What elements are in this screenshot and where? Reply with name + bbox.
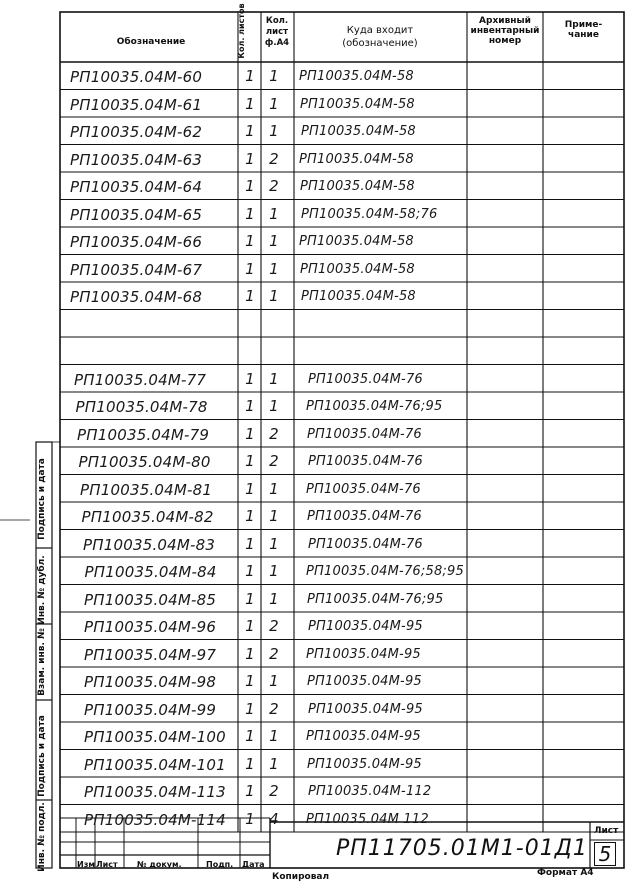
row-sheets-a4: 1 [269, 507, 279, 525]
row-sheets: 1 [245, 287, 255, 305]
row-where-used: РП10035.04М 112 [306, 811, 429, 827]
row-sheets: 1 [245, 534, 255, 553]
row-designation: РП10035.04М-67 [70, 260, 203, 279]
row-where-used: РП10035.04М-58 [300, 261, 415, 277]
row-sheets-a4: 1 [269, 67, 279, 85]
row-sheets: 1 [245, 782, 255, 800]
row-sheets-a4: 1 [269, 369, 279, 388]
row-where-used: РП10035.04М-95 [308, 619, 423, 634]
row-where-used: РП10035.04М-76 [308, 454, 423, 469]
row-where-used: РП10035.04М-95 [306, 729, 421, 744]
row-designation: РП10035.04М-78 [75, 398, 208, 416]
row-sheets: 1 [245, 424, 255, 443]
row-sheets-a4: 2 [269, 699, 279, 718]
row-sheets-a4: 4 [269, 809, 279, 828]
header-archive-line2: инвентарный [470, 26, 540, 36]
tb-list: Лист [96, 860, 118, 869]
row-sheets-a4: 2 [269, 782, 279, 800]
row-where-used: РП10035.04М-58 [300, 179, 415, 194]
row-where-used: РП10035.04М-112 [308, 784, 432, 799]
row-sheets-a4: 1 [269, 727, 279, 745]
row-where-used: РП10035.04М-76;58;95 [306, 564, 464, 579]
row-where-used: РП10035.04М-76 [307, 509, 422, 524]
header-designation: Обозначение [116, 37, 186, 47]
row-sheets: 1 [245, 672, 255, 690]
row-sheets-a4: 2 [269, 617, 279, 635]
header-notes-line2: чание [568, 30, 599, 40]
row-where-used: РП10035.04М-58 [301, 289, 416, 304]
sheet-number: 5 [594, 842, 616, 866]
row-designation: РП10035.04М-99 [84, 700, 217, 719]
footer-copied: Копировал [272, 872, 330, 882]
row-where-used: РП10035.04М-76 [308, 536, 423, 552]
header-sheets-a4-text: Кол. лист ф.А4 [264, 16, 290, 48]
row-sheets: 1 [245, 149, 255, 168]
row-designation: РП10035.04М-83 [83, 535, 216, 554]
row-sheets: 1 [245, 177, 255, 195]
row-where-used: РП10035.04М-58 [300, 96, 415, 112]
row-designation: РП10035.04М-79 [77, 425, 210, 444]
header-where-used-line1: Куда входит [346, 25, 414, 36]
row-sheets-a4: 2 [269, 452, 279, 470]
tb-data: Дата [242, 860, 265, 869]
header-sheets-a4 [261, 16, 293, 49]
header-archive-line3: номер [488, 36, 522, 46]
row-designation: РП10035.04М-62 [70, 123, 203, 141]
row-designation: РП10035.04М-81 [80, 480, 213, 499]
row-where-used: РП10035.04М-95 [308, 701, 423, 717]
row-sheets: 1 [245, 67, 255, 85]
strip-inv-dubl: Инв. № дубл. [37, 555, 47, 625]
row-where-used: РП10035.04М-76 [307, 426, 422, 442]
row-where-used: РП10035.04М-58 [299, 234, 414, 249]
row-sheets-a4: 1 [269, 754, 279, 773]
row-sheets: 1 [245, 507, 255, 525]
row-where-used: РП10035.04М-76;95 [307, 591, 444, 607]
row-sheets: 1 [245, 727, 255, 745]
row-sheets: 1 [245, 397, 255, 415]
row-sheets-a4: 1 [269, 562, 279, 580]
row-where-used: РП10035.04М-76 [308, 371, 423, 387]
row-designation: РП10035.04М-66 [70, 233, 203, 251]
row-designation: РП10035.04М-61 [70, 95, 203, 114]
row-sheets: 1 [245, 259, 255, 278]
header-where-used [294, 24, 466, 50]
header-sheets-count: Кол. листов [237, 3, 246, 59]
row-sheets-a4: 2 [269, 149, 279, 168]
row-sheets: 1 [245, 94, 255, 113]
row-designation: РП10035.04М-96 [84, 618, 217, 636]
row-sheets: 1 [245, 204, 255, 223]
row-sheets: 1 [245, 479, 255, 498]
tb-sheet-label: Лист [594, 826, 619, 836]
row-where-used: РП10035.04М-58 [299, 69, 414, 84]
tb-izm: Изм [77, 860, 95, 869]
row-sheets-a4: 1 [269, 672, 279, 690]
header-archive [467, 16, 543, 46]
row-designation: РП10035.04М-60 [70, 68, 203, 86]
strip-inv-podl: Инв. № подл. [37, 802, 47, 872]
row-designation: РП10035.04М-82 [81, 508, 214, 526]
row-sheets: 1 [245, 562, 255, 580]
row-where-used: РП10035.04М-95 [306, 646, 421, 662]
row-where-used: РП10035.04М-95 [307, 756, 422, 772]
row-designation: РП10035.04М-97 [84, 645, 217, 664]
row-sheets-a4: 1 [269, 122, 279, 140]
row-designation: РП10035.04М-85 [84, 590, 217, 609]
row-designation: РП10035.04М-64 [70, 178, 203, 196]
row-designation: РП10035.04М-84 [84, 563, 217, 581]
row-sheets-a4: 1 [269, 589, 279, 608]
row-where-used: РП10035.04М-76;95 [306, 399, 443, 414]
row-where-used: РП10035.04М-58;76 [301, 206, 438, 222]
row-where-used: РП10035.04М-58 [299, 151, 414, 167]
row-sheets: 1 [245, 754, 255, 773]
row-where-used: РП10035.04М-95 [307, 674, 422, 689]
header-notes-line1: Приме- [564, 20, 603, 30]
row-designation: РП10035.04М-63 [70, 150, 203, 169]
row-sheets-a4: 1 [269, 287, 279, 305]
row-designation: РП10035.04М-77 [74, 370, 207, 389]
row-designation: РП10035.04М-98 [84, 673, 217, 691]
footer-format: Формат А4 [537, 868, 594, 878]
row-sheets-a4: 2 [269, 177, 279, 195]
row-sheets-a4: 1 [269, 94, 279, 113]
row-sheets: 1 [245, 699, 255, 718]
strip-vzam-inv: Взам. инв. № [37, 628, 47, 696]
header-archive-line1: Архивный [479, 16, 531, 26]
row-designation: РП10035.04М-101 [84, 755, 226, 774]
row-sheets-a4: 2 [269, 424, 279, 443]
row-sheets: 1 [245, 452, 255, 470]
row-sheets: 1 [245, 122, 255, 140]
row-designation: РП10035.04М-114 [84, 810, 226, 829]
row-sheets: 1 [245, 617, 255, 635]
row-sheets: 1 [245, 369, 255, 388]
document-number: РП11705.01М1-01Д1 [336, 836, 588, 861]
strip-sign-date-2: Подпись и дата [37, 715, 47, 797]
tb-dokum: № докум. [137, 860, 182, 869]
row-sheets: 1 [245, 589, 255, 608]
row-designation: РП10035.04М-80 [78, 453, 211, 471]
row-designation: РП10035.04М-65 [70, 205, 203, 224]
row-sheets-a4: 1 [269, 232, 279, 250]
row-sheets-a4: 1 [269, 534, 279, 553]
row-sheets: 1 [245, 809, 255, 828]
tb-podp: Подп. [206, 860, 234, 869]
row-designation: РП10035.04М-113 [84, 783, 226, 801]
row-sheets-a4: 1 [269, 397, 279, 415]
row-sheets-a4: 1 [269, 259, 279, 278]
strip-sign-date-1: Подпись и дата [37, 458, 47, 540]
row-sheets-a4: 1 [269, 479, 279, 498]
row-where-used: РП10035.04М-58 [301, 124, 416, 139]
row-sheets: 1 [245, 644, 255, 663]
row-designation: РП10035.04М-100 [84, 728, 226, 746]
row-where-used: РП10035.04М-76 [306, 481, 421, 497]
row-sheets-a4: 2 [269, 644, 279, 663]
header-notes [543, 20, 624, 40]
row-sheets-a4: 1 [269, 204, 279, 223]
row-designation: РП10035.04М-68 [70, 288, 203, 306]
row-sheets: 1 [245, 232, 255, 250]
header-where-used-line2: (обозначение) [342, 38, 418, 49]
